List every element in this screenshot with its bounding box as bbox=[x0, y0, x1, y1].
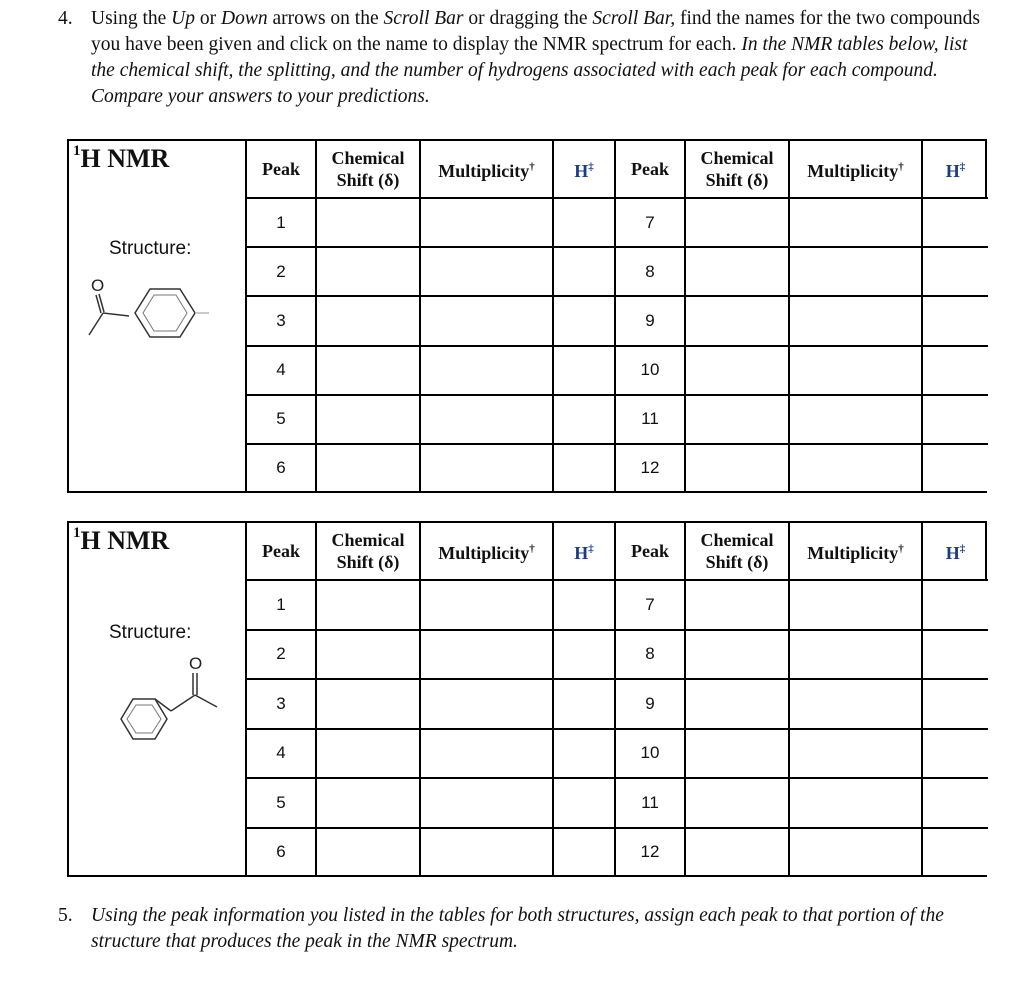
question-5 bbox=[58, 903, 988, 955]
peak-number: 7 bbox=[615, 198, 685, 247]
hydrogens-cell[interactable] bbox=[553, 679, 615, 729]
multiplicity-cell[interactable] bbox=[789, 198, 922, 247]
peak-number: 6 bbox=[246, 444, 316, 491]
hydrogens-cell[interactable] bbox=[553, 198, 615, 247]
peak-number: 8 bbox=[615, 630, 685, 680]
table-row bbox=[246, 346, 988, 395]
hydrogens-cell[interactable] bbox=[922, 296, 988, 345]
oxygen-label: O bbox=[91, 276, 105, 295]
hydrogens-cell[interactable] bbox=[922, 630, 988, 680]
multiplicity-cell[interactable] bbox=[789, 679, 922, 729]
chemical-shift-cell[interactable] bbox=[685, 679, 789, 729]
question-4-text bbox=[91, 6, 988, 110]
question-4-text-run: In the NMR tables below, list the chemical shift, the splitting, and the number of hydrogens associated with each peak for each compound. Compare your answers to your predictions. bbox=[91, 34, 968, 107]
hydrogens-cell[interactable] bbox=[553, 346, 615, 395]
chemical-shift-cell[interactable] bbox=[316, 296, 420, 345]
chemical-shift-cell[interactable] bbox=[685, 729, 789, 779]
hydrogens-header: H‡ bbox=[553, 141, 615, 198]
peak-number: 11 bbox=[615, 395, 685, 444]
chemical-shift-cell[interactable] bbox=[316, 247, 420, 296]
peak-number: 1 bbox=[246, 580, 316, 630]
hydrogens-cell[interactable] bbox=[553, 395, 615, 444]
chemical-shift-cell[interactable] bbox=[685, 630, 789, 680]
multiplicity-cell[interactable] bbox=[789, 580, 922, 630]
hydrogens-cell[interactable] bbox=[922, 679, 988, 729]
title-text: H NMR bbox=[80, 526, 170, 555]
hydrogens-cell[interactable] bbox=[553, 729, 615, 779]
question-4-text-run: Scroll Bar bbox=[383, 8, 464, 29]
table-row bbox=[246, 828, 988, 875]
multiplicity-cell[interactable] bbox=[420, 729, 553, 779]
multiplicity-header: Multiplicity† bbox=[420, 523, 553, 580]
peak-header: Peak bbox=[615, 141, 685, 198]
question-4-text-run: or bbox=[195, 8, 222, 29]
peak-number: 4 bbox=[246, 729, 316, 779]
peak-number: 3 bbox=[246, 679, 316, 729]
multiplicity-cell[interactable] bbox=[420, 580, 553, 630]
chemical-shift-cell[interactable] bbox=[316, 198, 420, 247]
table-row bbox=[246, 444, 988, 491]
chemical-shift-cell[interactable] bbox=[685, 346, 789, 395]
hydrogens-cell[interactable] bbox=[553, 778, 615, 828]
title-text: H NMR bbox=[80, 144, 170, 173]
chemical-shift-cell[interactable] bbox=[685, 444, 789, 491]
hydrogens-cell[interactable] bbox=[922, 247, 988, 296]
question-4-text-run: Scroll Bar, bbox=[592, 8, 676, 29]
hydrogens-cell[interactable] bbox=[922, 346, 988, 395]
question-4-text-run: Up bbox=[171, 8, 196, 29]
chemical-shift-cell[interactable] bbox=[316, 395, 420, 444]
structure-label: Structure: bbox=[109, 238, 192, 259]
chemical-shift-cell[interactable] bbox=[316, 346, 420, 395]
chemical-shift-cell[interactable] bbox=[316, 679, 420, 729]
multiplicity-cell[interactable] bbox=[420, 395, 553, 444]
peak-number: 1 bbox=[246, 198, 316, 247]
question-number: 5. bbox=[58, 905, 73, 926]
hydrogens-cell[interactable] bbox=[922, 729, 988, 779]
peak-number: 11 bbox=[615, 778, 685, 828]
nmr-table-2 bbox=[67, 521, 987, 877]
hydrogens-cell[interactable] bbox=[922, 198, 988, 247]
peak-number: 12 bbox=[615, 444, 685, 491]
multiplicity-header: Multiplicity† bbox=[789, 141, 922, 198]
peak-number: 6 bbox=[246, 828, 316, 875]
hydrogens-cell[interactable] bbox=[922, 395, 988, 444]
table-row bbox=[246, 729, 988, 779]
multiplicity-cell[interactable] bbox=[789, 828, 922, 875]
multiplicity-header: Multiplicity† bbox=[420, 141, 553, 198]
multiplicity-cell[interactable] bbox=[789, 729, 922, 779]
structure-label: Structure: bbox=[109, 622, 192, 643]
table-title bbox=[73, 143, 169, 174]
chemical-shift-header: Chemical Shift (δ) bbox=[316, 523, 420, 580]
multiplicity-cell[interactable] bbox=[420, 198, 553, 247]
multiplicity-cell[interactable] bbox=[420, 444, 553, 491]
hydrogens-cell[interactable] bbox=[553, 630, 615, 680]
table-row bbox=[246, 580, 988, 630]
hydrogens-header: H‡ bbox=[553, 523, 615, 580]
peak-header: Peak bbox=[246, 141, 316, 198]
peak-header: Peak bbox=[246, 523, 316, 580]
structure-panel bbox=[69, 141, 245, 491]
peak-number: 9 bbox=[615, 296, 685, 345]
question-4-text-run: find the names for the two compounds you have been given and click on the name to display the NMR spectrum for each. bbox=[91, 8, 980, 55]
structure-panel bbox=[69, 523, 245, 875]
chemical-shift-cell[interactable] bbox=[685, 395, 789, 444]
peak-number: 10 bbox=[615, 729, 685, 779]
hydrogens-cell[interactable] bbox=[922, 828, 988, 875]
hydrogens-header: H‡ bbox=[922, 141, 988, 198]
multiplicity-cell[interactable] bbox=[789, 630, 922, 680]
multiplicity-header: Multiplicity† bbox=[789, 523, 922, 580]
chemical-shift-cell[interactable] bbox=[316, 630, 420, 680]
hydrogens-cell[interactable] bbox=[922, 778, 988, 828]
question-4-text-run: arrows on the bbox=[267, 8, 384, 29]
chemical-shift-cell[interactable] bbox=[685, 247, 789, 296]
question-4-text-run: Down bbox=[221, 8, 268, 29]
multiplicity-cell[interactable] bbox=[789, 395, 922, 444]
peak-number: 8 bbox=[615, 247, 685, 296]
peak-number: 2 bbox=[246, 247, 316, 296]
table-row bbox=[246, 395, 988, 444]
table-row bbox=[246, 778, 988, 828]
header-row bbox=[246, 141, 988, 198]
peak-number: 10 bbox=[615, 346, 685, 395]
chemical-shift-header: Chemical Shift (δ) bbox=[316, 141, 420, 198]
table-row bbox=[246, 679, 988, 729]
multiplicity-cell[interactable] bbox=[789, 247, 922, 296]
chemical-shift-cell[interactable] bbox=[685, 198, 789, 247]
phenylacetone-like-structure-icon bbox=[109, 653, 219, 753]
peak-number: 5 bbox=[246, 778, 316, 828]
peak-number: 7 bbox=[615, 580, 685, 630]
multiplicity-cell[interactable] bbox=[420, 346, 553, 395]
multiplicity-cell[interactable] bbox=[789, 346, 922, 395]
nmr-table-1 bbox=[67, 139, 987, 493]
chemical-shift-cell[interactable] bbox=[316, 729, 420, 779]
peak-number: 12 bbox=[615, 828, 685, 875]
question-4-text-run: Using the bbox=[91, 8, 172, 29]
multiplicity-cell[interactable] bbox=[420, 828, 553, 875]
table-title bbox=[73, 525, 169, 556]
oxygen-label: O bbox=[189, 654, 203, 673]
multiplicity-cell[interactable] bbox=[420, 247, 553, 296]
hydrogens-header: H‡ bbox=[922, 523, 988, 580]
hydrogens-cell[interactable] bbox=[553, 247, 615, 296]
hydrogens-cell[interactable] bbox=[553, 444, 615, 491]
multiplicity-cell[interactable] bbox=[789, 296, 922, 345]
chemical-shift-cell[interactable] bbox=[316, 828, 420, 875]
chemical-shift-cell[interactable] bbox=[316, 580, 420, 630]
chemical-shift-header: Chemical Shift (δ) bbox=[685, 141, 789, 198]
hydrogens-cell[interactable] bbox=[553, 580, 615, 630]
peak-number: 5 bbox=[246, 395, 316, 444]
peak-number: 9 bbox=[615, 679, 685, 729]
table-row bbox=[246, 247, 988, 296]
nmr-data-table bbox=[245, 523, 988, 875]
table-row bbox=[246, 296, 988, 345]
chemical-shift-cell[interactable] bbox=[685, 580, 789, 630]
peak-number: 2 bbox=[246, 630, 316, 680]
table-row bbox=[246, 630, 988, 680]
question-5-italic-text: Using the peak information you listed in the tables for both structures, assign each peak to that portion of the structure that produces the peak in the NMR spectrum. bbox=[91, 905, 944, 952]
question-4-text-run: or dragging the bbox=[463, 8, 593, 29]
peak-number: 3 bbox=[246, 296, 316, 345]
chemical-shift-cell[interactable] bbox=[685, 778, 789, 828]
multiplicity-cell[interactable] bbox=[420, 630, 553, 680]
question-4 bbox=[58, 6, 988, 110]
title-superscript: 1 bbox=[73, 143, 81, 159]
multiplicity-cell[interactable] bbox=[789, 778, 922, 828]
nmr-data-table bbox=[245, 141, 988, 491]
title-superscript: 1 bbox=[73, 525, 81, 541]
peak-header: Peak bbox=[615, 523, 685, 580]
table-row bbox=[246, 198, 988, 247]
chemical-shift-header: Chemical Shift (δ) bbox=[685, 523, 789, 580]
question-number: 4. bbox=[58, 8, 73, 29]
multiplicity-cell[interactable] bbox=[789, 444, 922, 491]
hydrogens-cell[interactable] bbox=[553, 828, 615, 875]
acetophenone-like-structure-icon bbox=[79, 271, 209, 351]
chemical-shift-cell[interactable] bbox=[316, 444, 420, 491]
chemical-shift-cell[interactable] bbox=[685, 296, 789, 345]
chemical-shift-cell[interactable] bbox=[316, 778, 420, 828]
question-5-text bbox=[91, 903, 988, 955]
multiplicity-cell[interactable] bbox=[420, 296, 553, 345]
hydrogens-cell[interactable] bbox=[553, 296, 615, 345]
header-row bbox=[246, 523, 988, 580]
hydrogens-cell[interactable] bbox=[922, 444, 988, 491]
multiplicity-cell[interactable] bbox=[420, 679, 553, 729]
chemical-shift-cell[interactable] bbox=[685, 828, 789, 875]
hydrogens-cell[interactable] bbox=[922, 580, 988, 630]
multiplicity-cell[interactable] bbox=[420, 778, 553, 828]
peak-number: 4 bbox=[246, 346, 316, 395]
